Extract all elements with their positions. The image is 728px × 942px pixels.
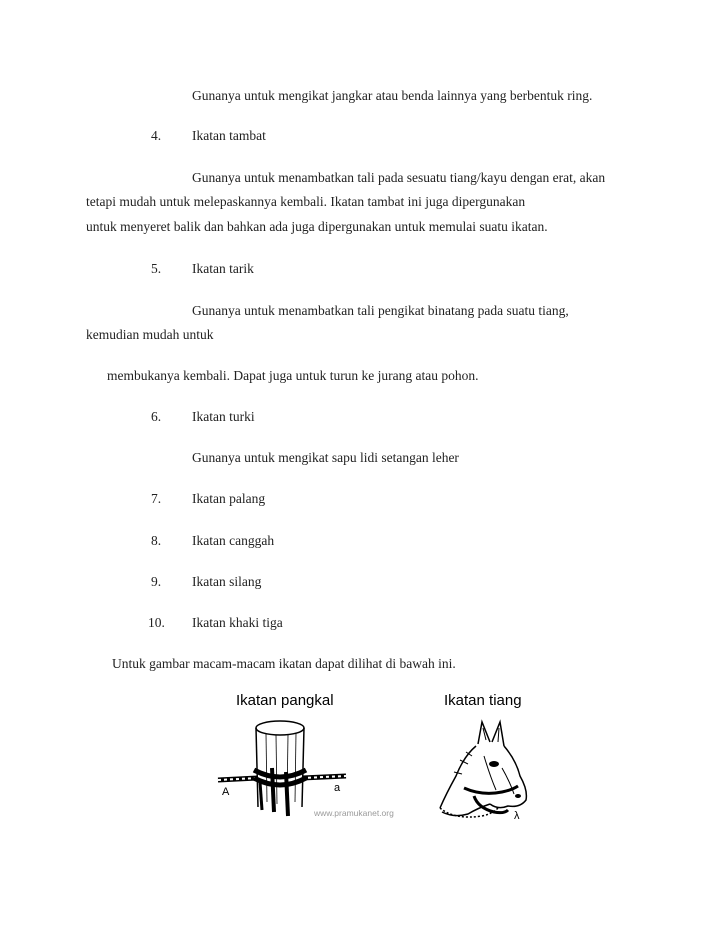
list-number-4: 4. (151, 128, 162, 143)
list-item-ikatan-palang: Ikatan palang (192, 491, 266, 506)
list-number-8: 8. (151, 533, 162, 548)
paragraph-tarik-line1: Gunanya untuk menambatkan tali pengikat binatang pada suatu tiang, (192, 303, 569, 318)
paragraph-tarik-line2: kemudian mudah untuk (86, 327, 214, 342)
paragraph-tambat-line2: tetapi mudah untuk melepaskannya kembali. Ikatan tambat ini juga dipergunakan (86, 194, 526, 209)
list-number-5: 5. (151, 261, 162, 276)
paragraph-turki-usage: Gunanya untuk mengikat sapu lidi setangan leher (192, 450, 459, 465)
list-number-10: 10. (148, 615, 165, 630)
paragraph-tarik-line3: membukanya kembali. Dapat juga untuk turun ke jurang atau pohon. (107, 368, 479, 383)
watermark-text: www.pramukanet.org (314, 808, 394, 818)
figure-label-a-lower: a (334, 782, 341, 794)
list-item-ikatan-khaki-tiga: Ikatan khaki tiga (192, 615, 283, 630)
figure-label-lambda: λ (514, 810, 520, 822)
paragraph-tambat-line1: Gunanya untuk menambatkan tali pada sesuatu tiang/kayu dengan erat, akan (192, 170, 606, 185)
list-number-6: 6. (151, 409, 162, 424)
figure-label-a-upper: A (222, 786, 230, 798)
figure-title-ikatan-pangkal: Ikatan pangkal (236, 692, 334, 709)
paragraph-tambat-line3: untuk menyeret balik dan bahkan ada juga dipergunakan untuk memulai suatu ikatan. (86, 219, 548, 234)
figures-intro-text: Untuk gambar macam-macam ikatan dapat dilihat di bawah ini. (112, 656, 456, 671)
knot-post-illustration (214, 712, 354, 822)
list-item-ikatan-tarik: Ikatan tarik (192, 261, 254, 276)
list-item-ikatan-canggah: Ikatan canggah (192, 533, 275, 548)
figure-title-ikatan-tiang: Ikatan tiang (444, 692, 522, 709)
list-item-ikatan-tambat: Ikatan tambat (192, 128, 266, 143)
list-number-7: 7. (151, 491, 162, 506)
list-item-ikatan-turki: Ikatan turki (192, 409, 255, 424)
list-item-ikatan-silang: Ikatan silang (192, 574, 262, 589)
paragraph-anchor-usage: Gunanya untuk mengikat jangkar atau benda lainnya yang berbentuk ring. (192, 88, 593, 103)
list-number-9: 9. (151, 574, 162, 589)
